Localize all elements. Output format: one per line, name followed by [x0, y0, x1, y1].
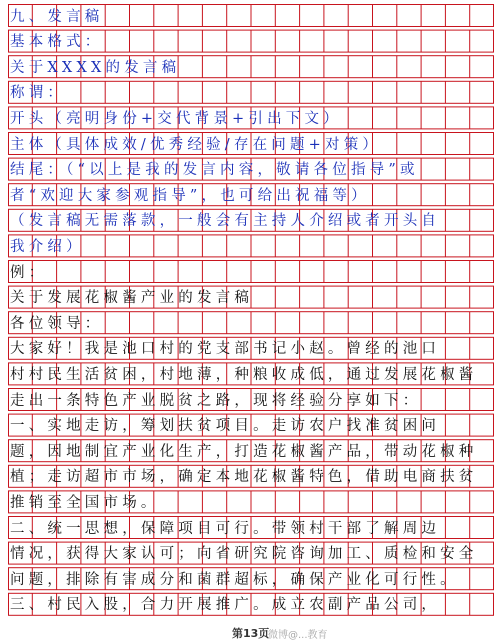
text-line: 称谓：	[10, 85, 67, 102]
text-line: 大家好！我是池口村的党支部书记小赵。曾经的池口	[10, 341, 441, 358]
text-line: 问题，排除有害成分和菌群超标，确保产业化可行性。	[10, 571, 459, 588]
page-footer	[0, 622, 500, 643]
text-line: 二、统一思想，保障项目可行。带领村干部了解周边	[10, 520, 441, 537]
page-number: 第13页	[232, 627, 270, 640]
manuscript-sheet	[8, 4, 494, 620]
text-line: 走出一条特色产业脱贫之路，现将经验分享如下：	[10, 392, 422, 409]
text-line: 题，因地制宜产业化生产，打造花椒酱产品，带动花椒种	[10, 443, 478, 460]
text-line: 例：	[10, 264, 48, 281]
text-line: 基本格式：	[10, 34, 104, 51]
text-line: 情况，获得大家认可；向省研究院咨询加工、质检和安全	[10, 546, 478, 563]
text-line: 各位领导：	[10, 315, 104, 332]
text-line: 我介绍）	[10, 238, 85, 255]
text-line: 开头（亮明身份+交代背景+引出下文）	[10, 110, 342, 127]
text-line: 关于XXXX的发言稿	[10, 59, 181, 76]
text-line: 九、发言稿	[10, 8, 104, 25]
text-line: 村村民生活贫困，村地薄，种粮收成低，通过发展花椒酱	[10, 366, 478, 383]
text-line: 关于发展花椒酱产业的发言稿	[10, 290, 254, 307]
text-line: （发言稿无需落款，一般会有主持人介绍或者开头自	[10, 213, 441, 230]
text-line: 一、实地走访，筹划扶贫项目。走访农户找准贫困问	[10, 418, 441, 435]
text-line: 植；走访超市市场，确定本地花椒酱特色，借助电商扶贫	[10, 469, 478, 486]
watermark: 微博@...教育	[268, 630, 328, 641]
text-line: 结尾：（“以上是我的发言内容，敬请各位指导”或	[10, 162, 419, 179]
text-line: 主体（具体成效/优秀经验/存在问题+对策）	[10, 136, 382, 153]
text-line: 推销至全国市场。	[10, 494, 160, 511]
text-line: 三、村民入股，合力开展推广。成立农副产品公司，	[10, 597, 441, 614]
text-line: 者“欢迎大家参观指导”，也可给出祝福等）	[10, 187, 370, 204]
